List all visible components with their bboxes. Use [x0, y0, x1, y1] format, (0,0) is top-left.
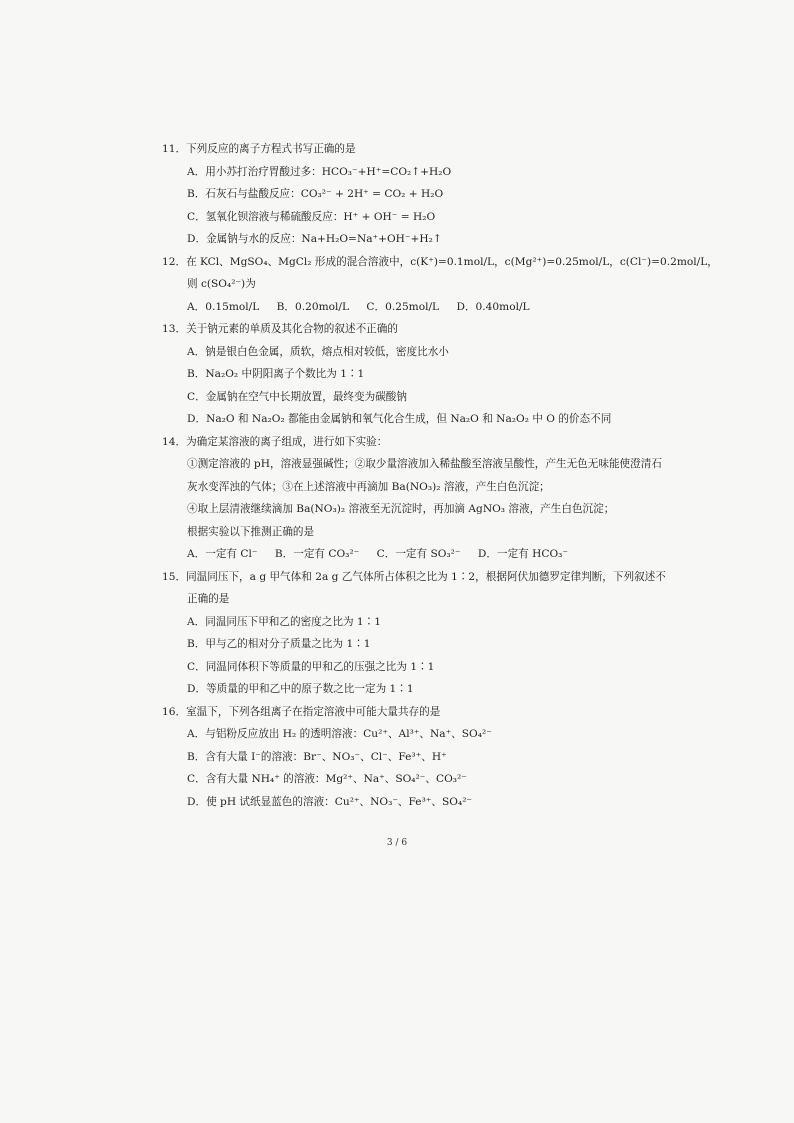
question-12-option-a: A．0.15mol/L [187, 300, 260, 313]
question-11-option-c: C．氢氧化钡溶液与稀硫酸反应：H⁺ + OH⁻ = H₂O [187, 210, 436, 223]
question-14-line-4: 根据实验以下推测正确的是 [187, 525, 315, 538]
question-14-option-d: D．一定有 HCO₃⁻ [477, 548, 569, 560]
question-list [162, 138, 718, 813]
question-14-options [162, 543, 662, 566]
question-12-option-b: B．0.20mol/L [276, 300, 350, 313]
question-16-option-d: D．使 pH 试纸显蓝色的溶液：Cu²⁺、NO₃⁻、Fe³⁺、SO₄²⁻ [187, 795, 473, 808]
question-14-option-b: B．一定有 CO₃²⁻ [274, 548, 360, 560]
question-16-option-a: A．与铝粉反应放出 H₂ 的透明溶液：Cu²⁺、Al³⁺、Na⁺、SO₄²⁻ [187, 728, 492, 740]
question-14-option-c: C．一定有 SO₃²⁻ [376, 548, 461, 560]
question-16-option-b: B．含有大量 I⁻的溶液：Br⁻、NO₃⁻、Cl⁻、Fe³⁺、H⁺ [187, 750, 447, 763]
question-14-option-a: A．一定有 Cl⁻ [187, 548, 258, 560]
question-15-stem: 15．同温同压下，a g 甲气体和 2a g 乙气体所占体积之比为 1∶2，根据阿伏加德罗定律判断，下列叙述不 [162, 570, 666, 583]
question-15-option-a: A．同温同压下甲和乙的密度之比为 1∶1 [187, 615, 381, 628]
question-14-stem: 14．为确定某溶液的离子组成，进行如下实验： [162, 435, 388, 448]
question-16-option-c: C．含有大量 NH₄⁺ 的溶液：Mg²⁺、Na⁺、SO₄²⁻、CO₃²⁻ [187, 773, 467, 785]
question-13-option-b: B．Na₂O₂ 中阴阳离子个数比为 1∶1 [187, 368, 365, 380]
question-14-line-1: ①测定溶液的 pH，溶液显强碱性；②取少量溶液加入稀盐酸至溶液呈酸性，产生无色无味能使澄清石 [187, 458, 662, 470]
question-15-option-c: C．同温同体积下等质量的甲和乙的压强之比为 1∶1 [187, 660, 435, 673]
question-15-option-d: D．等质量的甲和乙中的原子数之比一定为 1∶1 [187, 683, 414, 695]
question-13-option-c: C．金属钠在空气中长期放置，最终变为碳酸钠 [187, 390, 407, 403]
question-12-stem: 12．在 KCl、MgSO₄、MgCl₂ 形成的混合溶液中，c(K⁺)=0.1mol/L，c(Mg²⁺)=0.25mol/L，c(Cl⁻)=0.2mol/L， [162, 255, 718, 268]
question-12-option-d: D．0.40mol/L [456, 300, 530, 313]
question-11-option-b: B．石灰石与盐酸反应：CO₃²⁻ + 2H⁺ = CO₂ + H₂O [187, 188, 444, 200]
question-11-option-a: A．用小苏打治疗胃酸过多：HCO₃⁻+H⁺=CO₂↑+H₂O [187, 165, 452, 178]
question-12-options [162, 296, 662, 319]
question-11-stem: 11．下列反应的离子方程式书写正确的是 [162, 143, 356, 155]
question-14-line-3: ④取上层清液继续滴加 Ba(NO₃)₂ 溶液至无沉淀时，再加滴 AgNO₃ 溶液，产生白色沉淀； [187, 503, 615, 515]
question-13-option-a: A．钠是银白色金属，质软，熔点相对较低，密度比水小 [187, 345, 449, 358]
question-13-option-d: D．Na₂O 和 Na₂O₂ 都能由金属钠和氧气化合生成，但 Na₂O 和 Na₂O₂ 中 O 的价态不同 [187, 413, 612, 425]
question-16-stem: 16．室温下，下列各组离子在指定溶液中可能大量共存的是 [162, 705, 441, 718]
question-13-stem: 13．关于钠元素的单质及其化合物的叙述不正确的 [162, 323, 398, 335]
question-12-stem-cont: 则 c(SO₄²⁻)为 [187, 278, 256, 290]
question-12-option-c: C．0.25mol/L [366, 300, 440, 313]
question-14-line-2: 灰水变浑浊的气体；③在上述溶液中再滴加 Ba(NO₃)₂ 溶液，产生白色沉淀； [187, 480, 550, 493]
question-11-option-d: D．金属钠与水的反应：Na+H₂O=Na⁺+OH⁻+H₂↑ [187, 233, 442, 245]
question-15-option-b: B．甲与乙的相对分子质量之比为 1∶1 [187, 638, 371, 650]
question-15-stem-cont: 正确的是 [187, 593, 230, 605]
page-number: 3 / 6 [386, 838, 408, 848]
